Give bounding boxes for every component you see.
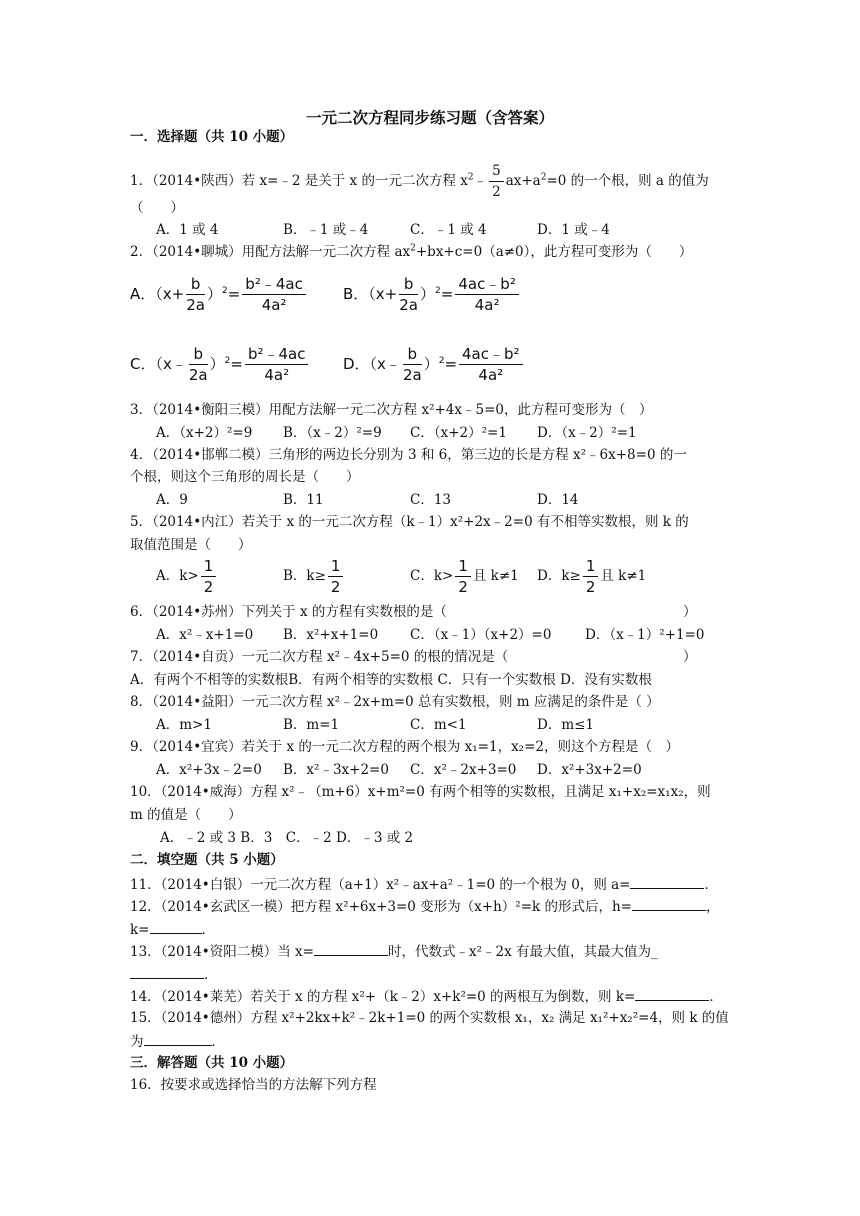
q1-text-b: ﹣ (473, 173, 488, 189)
q2-a-b: b (186, 274, 205, 295)
question-5-line-1: 5．（2014•内江）若关于 x 的一元二次方程（k﹣1）x²+2x﹣2=0 有不相等实数根，则 k 的 (130, 514, 689, 530)
q4-option-b: B．11 (283, 492, 324, 508)
section-heading-fill: 二．填空题（共 5 小题） (130, 852, 284, 868)
q1-option-b: B．﹣1 或﹣4 (283, 222, 369, 238)
q3-option-d: D．（x﹣2）²=1 (537, 425, 637, 441)
q2-b-eq: = (440, 285, 454, 303)
section-heading-choice: 一．选择题（共 10 小题） (130, 129, 294, 145)
q1-option-a: A．1 或 4 (156, 222, 219, 238)
q5-option-c (410, 556, 519, 597)
q2-c-b: b (189, 344, 208, 365)
q2-text-a: 2．（2014•聊城）用配方法解一元二次方程 ax (130, 244, 411, 260)
question-7: 7．（2014•自贡）一元二次方程 x²﹣4x+5=0 的根的情况是（ (130, 649, 509, 665)
q2-b-close: ） (420, 285, 436, 303)
q2-c-close: ） (209, 355, 225, 373)
q2-c-eq: = (230, 355, 243, 373)
q6-option-b: B．x²+x+1=0 (283, 627, 379, 643)
q3-option-c: C．（x+2）²=1 (410, 425, 507, 441)
q1-text-a: 1．（2014•陕西）若 x=﹣2 是关于 x 的一元二次方程 x (130, 173, 468, 189)
q2-option-d: D．（x﹣ $\frac{b}{2a}$ ）$^2$= $\frac{\text{4ac﹣b²}}{\text{4a²}}$ (343, 344, 525, 385)
q5-c-den: 2 (458, 578, 468, 596)
q7-close-paren: ） (683, 649, 697, 665)
q1-fraction (489, 161, 504, 202)
q1-paren: （ ） (130, 200, 184, 216)
q5-d-den: 2 (585, 578, 596, 596)
q1-text-d: =0 的一个根，则 a 的值为 (546, 173, 709, 189)
q2-d-num: 4ac﹣b² (459, 344, 523, 365)
q2-c-den: 4a² (264, 366, 290, 384)
q1-frac-den: 2 (492, 184, 501, 200)
q8-option-b: B．m=1 (283, 717, 340, 733)
question-15-line-1: 15．（2014•德州）方程 x²+2kx+k²﹣2k+1=0 的两个实数根 x₁，x₂ 满足 x₁²+x₂²=4，则 k 的值 (130, 1010, 729, 1026)
q2-a-den: 4a² (261, 296, 287, 314)
page-title: 一元二次方程同步练习题（含答案） (305, 108, 554, 127)
q6-close-paren: ） (683, 604, 697, 620)
q2-c-2a: 2a (188, 366, 208, 384)
q9-option-a: A．x²+3x﹣2=0 (156, 762, 262, 778)
q7-options: A．有两个不相等的实数根B．有两个相等的实数根 C．只有一个实数根 D．没有实数根 (130, 672, 652, 688)
question-12-line-2 (130, 919, 215, 939)
answer-blank[interactable] (635, 986, 709, 1001)
answer-blank[interactable] (150, 919, 202, 934)
q12-end2: ． (201, 922, 215, 938)
q11-text: 11．（2014•白银）一元二次方程（a+1）x²﹣ax+a²﹣1=0 的一个根为 0，则 a= (130, 877, 631, 893)
question-1: 1．（2014•陕西）若 x=﹣2 是关于 x 的一元二次方程 $x^2﹣$ $\frac{5}{2}$ $ax+a^2=0$ 的一个根，则 a 的值为 (130, 163, 709, 200)
q2-b-den: 4a² (474, 296, 500, 314)
q5-b-den: 2 (330, 578, 341, 596)
q5-c-label: C．k> (410, 568, 454, 584)
q13-mid: 时，代数式﹣x²﹣2x 有最大值，其最大值为_ (387, 944, 658, 960)
q3-option-b: B．（x﹣2）²=9 (283, 425, 382, 441)
q5-d-tail: 且 k≠1 (600, 568, 647, 584)
q13-end: ． (204, 967, 218, 983)
question-11 (130, 874, 718, 894)
q14-text: 14．（2014•莱芜）若关于 x 的方程 x²+（k﹣2）x+k²=0 的两根互为倒数，则 k= (130, 989, 636, 1005)
q4-option-d: D．14 (537, 492, 579, 508)
question-10-line-2: m 的值是（ ） (130, 807, 242, 823)
q4-option-a: A．9 (156, 492, 188, 508)
q2-a-num: b²﹣4ac (242, 274, 306, 295)
q9-option-d: D．x²+3x+2=0 (537, 762, 642, 778)
answer-blank[interactable] (632, 896, 706, 911)
question-5-line-2: 取值范围是（ ） (130, 537, 252, 553)
q2-opt-d-label: D．（x﹣ (343, 355, 401, 373)
q2-b-num: 4ac﹣b² (455, 274, 519, 295)
q2-b-b: b (399, 274, 418, 295)
q2-opt-c-label: C．（x﹣ (130, 355, 187, 373)
q6-option-c: C．（x﹣1）（x+2）=0 (410, 627, 552, 643)
q5-option-a (156, 556, 218, 597)
question-13-line-2 (130, 964, 218, 984)
q5-b-num: 1 (328, 556, 344, 577)
q5-d-label: D．k≥ (537, 568, 581, 584)
q2-d-eq: = (444, 355, 458, 373)
q4-option-c: C．13 (410, 492, 452, 508)
q3-option-a: A．（x+2）²=9 (156, 425, 253, 441)
q5-a-den: 2 (203, 578, 214, 596)
question-8: 8．（2014•益阳）一元二次方程 x²﹣2x+m=0 总有实数根，则 m 应满足的条件是（ ） (130, 694, 660, 710)
q2-a-2a: 2a (186, 296, 205, 314)
answer-blank[interactable] (630, 874, 704, 889)
q13-text: 13．（2014•资阳二模）当 x= (130, 944, 314, 960)
section-heading-solve: 三．解答题（共 10 小题） (130, 1055, 294, 1071)
q5-option-d (537, 556, 646, 597)
q5-option-b (283, 556, 345, 597)
q2-option-c: C．（x﹣ $\frac{b}{2a}$ ）$^2$= $\frac{\text{b²﹣4ac}}{\text{4a²}}$ (130, 344, 310, 385)
q14-end: ． (709, 989, 723, 1005)
q12-k: k= (130, 922, 150, 938)
q2-c-num: b²﹣4ac (245, 344, 309, 365)
q1-option-d: D．1 或﹣4 (537, 222, 610, 238)
q8-option-d: D．m≤1 (537, 717, 595, 733)
question-10-line-1: 10．（2014•威海）方程 x²﹣（m+6）x+m²=0 有两个相等的实数根，且满足 x₁+x₂=x₁x₂，则 (130, 784, 711, 800)
question-4-line-2: 个根，则这个三角形的周长是（ ） (130, 469, 360, 485)
q8-option-a: A．m>1 (156, 717, 212, 733)
q2-d-2a: 2a (402, 366, 422, 384)
q15-end: ． (211, 1034, 225, 1050)
question-15-line-2 (130, 1031, 225, 1051)
q2-option-b: B．（x+ $\frac{b}{2a}$ ）$^2$= $\frac{\text{4ac﹣b²}}{\text{4a²}}$ (343, 274, 521, 315)
q6-option-a: A．x²﹣x+1=0 (156, 627, 254, 643)
question-12-line-1 (130, 896, 720, 916)
q2-option-a: A．（x+ $\frac{b}{2a}$ ）$^2$= $\frac{\text{b²﹣4ac}}{\text{4a²}}$ (130, 274, 308, 315)
q2-a-close: ） (206, 285, 222, 303)
answer-blank[interactable] (144, 1031, 212, 1046)
q1-frac-num: 5 (489, 161, 504, 182)
q5-c-tail: 且 k≠1 (472, 568, 519, 584)
question-3: 3．（2014•衡阳三模）用配方法解一元二次方程 x²+4x﹣5=0，此方程可变形为（ ） (130, 402, 653, 418)
answer-blank[interactable] (130, 964, 204, 979)
question-6: 6．（2014•苏州）下列关于 x 的方程有实数根的是（ (130, 604, 447, 620)
q1-text-c: ax+a (505, 173, 541, 189)
q12-text: 12．（2014•玄武区一模）把方程 x²+6x+3=0 变形为（x+h）²=k 的形式后，h= (130, 899, 632, 915)
q2-b-2a: 2a (399, 296, 418, 314)
question-2: 2．（2014•聊城）用配方法解一元二次方程 $ax^2+bx+c=0(a\ne 0)$，此方程可变形为（ ） (130, 243, 693, 260)
answer-blank[interactable] (314, 941, 388, 956)
q2-d-close: ） (423, 355, 439, 373)
question-4-line-1: 4．（2014•邯郸二模）三角形的两边长分别为 3 和 6，第三边的长是方程 x²﹣6x+8=0 的一 (130, 447, 687, 463)
q2-text-b: +bx+c=0（a≠0），此方程可变形为（ ） (415, 244, 693, 260)
q9-option-b: B．x²﹣3x+2=0 (283, 762, 389, 778)
question-14 (130, 986, 723, 1006)
q11-end: ． (704, 877, 718, 893)
q2-opt-b-label: B．（x+ (343, 285, 398, 303)
q6-option-d: D．（x﹣1）²+1=0 (585, 627, 705, 643)
q8-option-c: C．m<1 (410, 717, 467, 733)
question-13-line-1 (130, 941, 658, 961)
question-16: 16．按要求或选择恰当的方法解下列方程 (130, 1077, 377, 1093)
q5-a-label: A．k> (156, 568, 199, 584)
q5-c-num: 1 (455, 556, 471, 577)
q2-a-eq: = (227, 285, 241, 303)
q1-option-c: C．﹣1 或 4 (410, 222, 487, 238)
q5-b-label: B．k≥ (283, 568, 326, 584)
q10-options: A．﹣2 或 3 B．3 C．﹣2 D．﹣3 或 2 (160, 830, 414, 846)
q5-a-num: 1 (201, 556, 217, 577)
q9-option-c: C．x²﹣2x+3=0 (410, 762, 517, 778)
q15-wei: 为 (130, 1034, 144, 1050)
q2-opt-a-label: A．（x+ (130, 285, 185, 303)
q2-d-b: b (403, 344, 422, 365)
q5-d-num: 1 (583, 556, 599, 577)
q12-end1: ， (706, 899, 720, 915)
q2-d-den: 4a² (478, 366, 504, 384)
question-9: 9．（2014•宜宾）若关于 x 的一元二次方程的两个根为 x₁=1，x₂=2，则这个方程是（ ） (130, 739, 679, 755)
